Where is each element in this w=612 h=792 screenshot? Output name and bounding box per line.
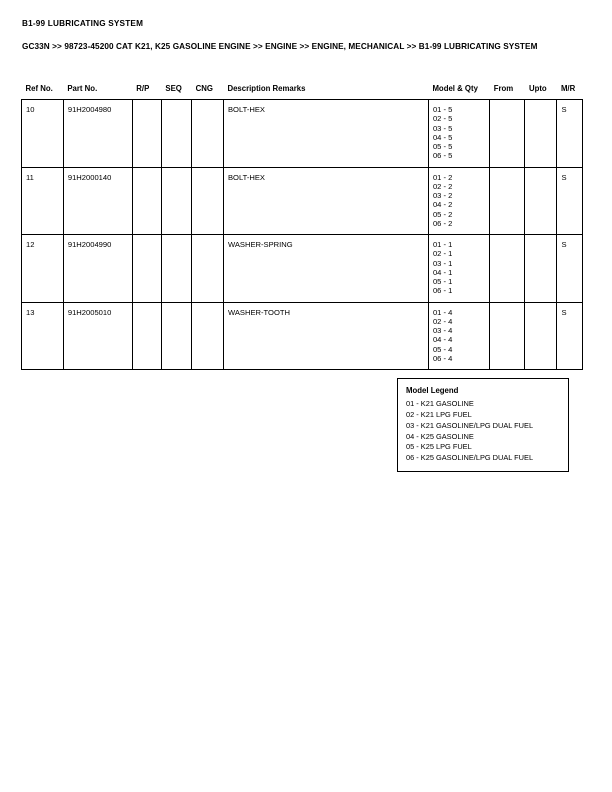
cell-cng xyxy=(192,302,224,370)
cell-seq xyxy=(161,235,191,303)
cell-part-no: 91H2005010 xyxy=(63,302,132,370)
model-qty-line: 04 - 5 xyxy=(432,132,453,142)
model-qty-line: 06 - 4 xyxy=(432,353,453,363)
column-header-from: From xyxy=(493,84,514,93)
model-qty-line: 03 - 2 xyxy=(432,191,453,200)
cell-seq xyxy=(161,100,191,168)
cell-seq xyxy=(161,302,191,370)
cell-cng xyxy=(192,100,224,168)
page-title: B1-99 LUBRICATING SYSTEM xyxy=(22,19,144,28)
legend-item: 01 - K21 GASOLINE xyxy=(406,399,474,409)
column-header-cng: CNG xyxy=(195,84,213,93)
cell-part-no: 91H2004990 xyxy=(63,235,132,303)
model-qty-line: 05 - 4 xyxy=(432,344,453,354)
column-header-seq: SEQ xyxy=(165,84,182,93)
cell-rp xyxy=(132,235,161,303)
legend-item: 02 - K21 LPG FUEL xyxy=(406,410,472,420)
model-qty-line: 02 - 1 xyxy=(432,249,453,259)
cell-part-no: 91H2000140 xyxy=(63,167,132,235)
model-qty-line: 02 - 2 xyxy=(432,181,453,191)
model-legend-title: Model Legend xyxy=(406,386,459,395)
cell-upto xyxy=(525,100,557,168)
cell-model-qty xyxy=(428,100,489,168)
cell-model-qty xyxy=(428,167,489,235)
model-qty-line: 05 - 1 xyxy=(432,277,453,286)
breadcrumb: GC33N >> 98723-45200 CAT K21, K25 GASOLINE ENGINE >> ENGINE >> ENGINE, MECHANICAL >> B1-99 LUBRICATING SYSTEM xyxy=(22,42,538,51)
cell-from xyxy=(490,167,525,235)
model-legend xyxy=(397,378,569,472)
cell-ref-no: 13 xyxy=(22,302,64,370)
column-header-mr: M/R xyxy=(560,84,576,93)
model-qty-line: 01 - 5 xyxy=(432,105,453,114)
model-qty-line: 04 - 4 xyxy=(432,335,453,345)
column-header-upto: Upto xyxy=(528,84,547,93)
cell-cng xyxy=(192,235,224,303)
cell-description: BOLT-HEX xyxy=(223,167,428,235)
legend-item: 06 - K25 GASOLINE/LPG DUAL FUEL xyxy=(406,452,534,462)
model-qty-line: 04 - 1 xyxy=(432,267,453,277)
cell-model-qty xyxy=(428,235,489,303)
cell-mr: S xyxy=(557,302,583,370)
cell-rp xyxy=(132,100,161,168)
cell-ref-no: 10 xyxy=(22,100,64,168)
table-body xyxy=(22,100,583,371)
table-row xyxy=(22,167,583,235)
column-header-rp: R/P xyxy=(136,84,150,93)
model-qty-line: 02 - 5 xyxy=(432,114,453,124)
cell-upto xyxy=(525,302,557,370)
legend-item: 04 - K25 GASOLINE xyxy=(406,431,474,441)
model-qty-line: 05 - 2 xyxy=(432,209,453,219)
legend-item: 05 - K25 LPG FUEL xyxy=(406,442,472,452)
cell-upto xyxy=(525,235,557,303)
cell-model-qty xyxy=(428,302,489,370)
table-header xyxy=(22,84,583,100)
parts-table xyxy=(21,84,583,370)
cell-from xyxy=(490,100,525,168)
table-bottom-rule xyxy=(22,370,583,371)
table-row xyxy=(22,302,583,370)
model-qty-line: 06 - 2 xyxy=(432,218,453,228)
cell-from xyxy=(490,302,525,370)
cell-mr: S xyxy=(557,100,583,168)
model-qty-line: 01 - 1 xyxy=(432,240,453,249)
model-qty-line: 01 - 4 xyxy=(432,307,453,317)
table-row xyxy=(22,100,583,168)
cell-mr: S xyxy=(557,167,583,235)
model-qty-line: 02 - 4 xyxy=(432,316,453,326)
column-header-part-no: Part No. xyxy=(67,84,98,93)
cell-seq xyxy=(161,167,191,235)
model-qty-line: 03 - 5 xyxy=(432,123,453,133)
column-header-model-qty: Model & Qty xyxy=(432,84,478,93)
model-qty-line: 06 - 5 xyxy=(432,151,453,161)
cell-from xyxy=(490,235,525,303)
table-row xyxy=(22,235,583,303)
cell-description: WASHER-TOOTH xyxy=(223,302,428,370)
cell-rp xyxy=(132,167,161,235)
column-header-description: Description Remarks xyxy=(227,84,306,93)
cell-description: BOLT-HEX xyxy=(223,100,428,168)
model-qty-line: 03 - 1 xyxy=(432,258,453,268)
cell-rp xyxy=(132,302,161,370)
model-qty-line: 04 - 2 xyxy=(432,200,453,210)
model-qty-line: 01 - 2 xyxy=(432,172,453,182)
cell-cng xyxy=(192,167,224,235)
model-qty-line: 06 - 1 xyxy=(432,286,453,296)
model-qty-line: 03 - 4 xyxy=(432,326,453,335)
cell-ref-no: 12 xyxy=(22,235,64,303)
cell-part-no: 91H2004980 xyxy=(63,100,132,168)
model-qty-line: 05 - 5 xyxy=(432,142,453,151)
cell-ref-no: 11 xyxy=(22,167,64,235)
cell-upto xyxy=(525,167,557,235)
cell-description: WASHER-SPRING xyxy=(223,235,428,303)
column-header-ref-no: Ref No. xyxy=(25,84,53,93)
legend-item: 03 - K21 GASOLINE/LPG DUAL FUEL xyxy=(406,420,534,430)
cell-mr: S xyxy=(557,235,583,303)
